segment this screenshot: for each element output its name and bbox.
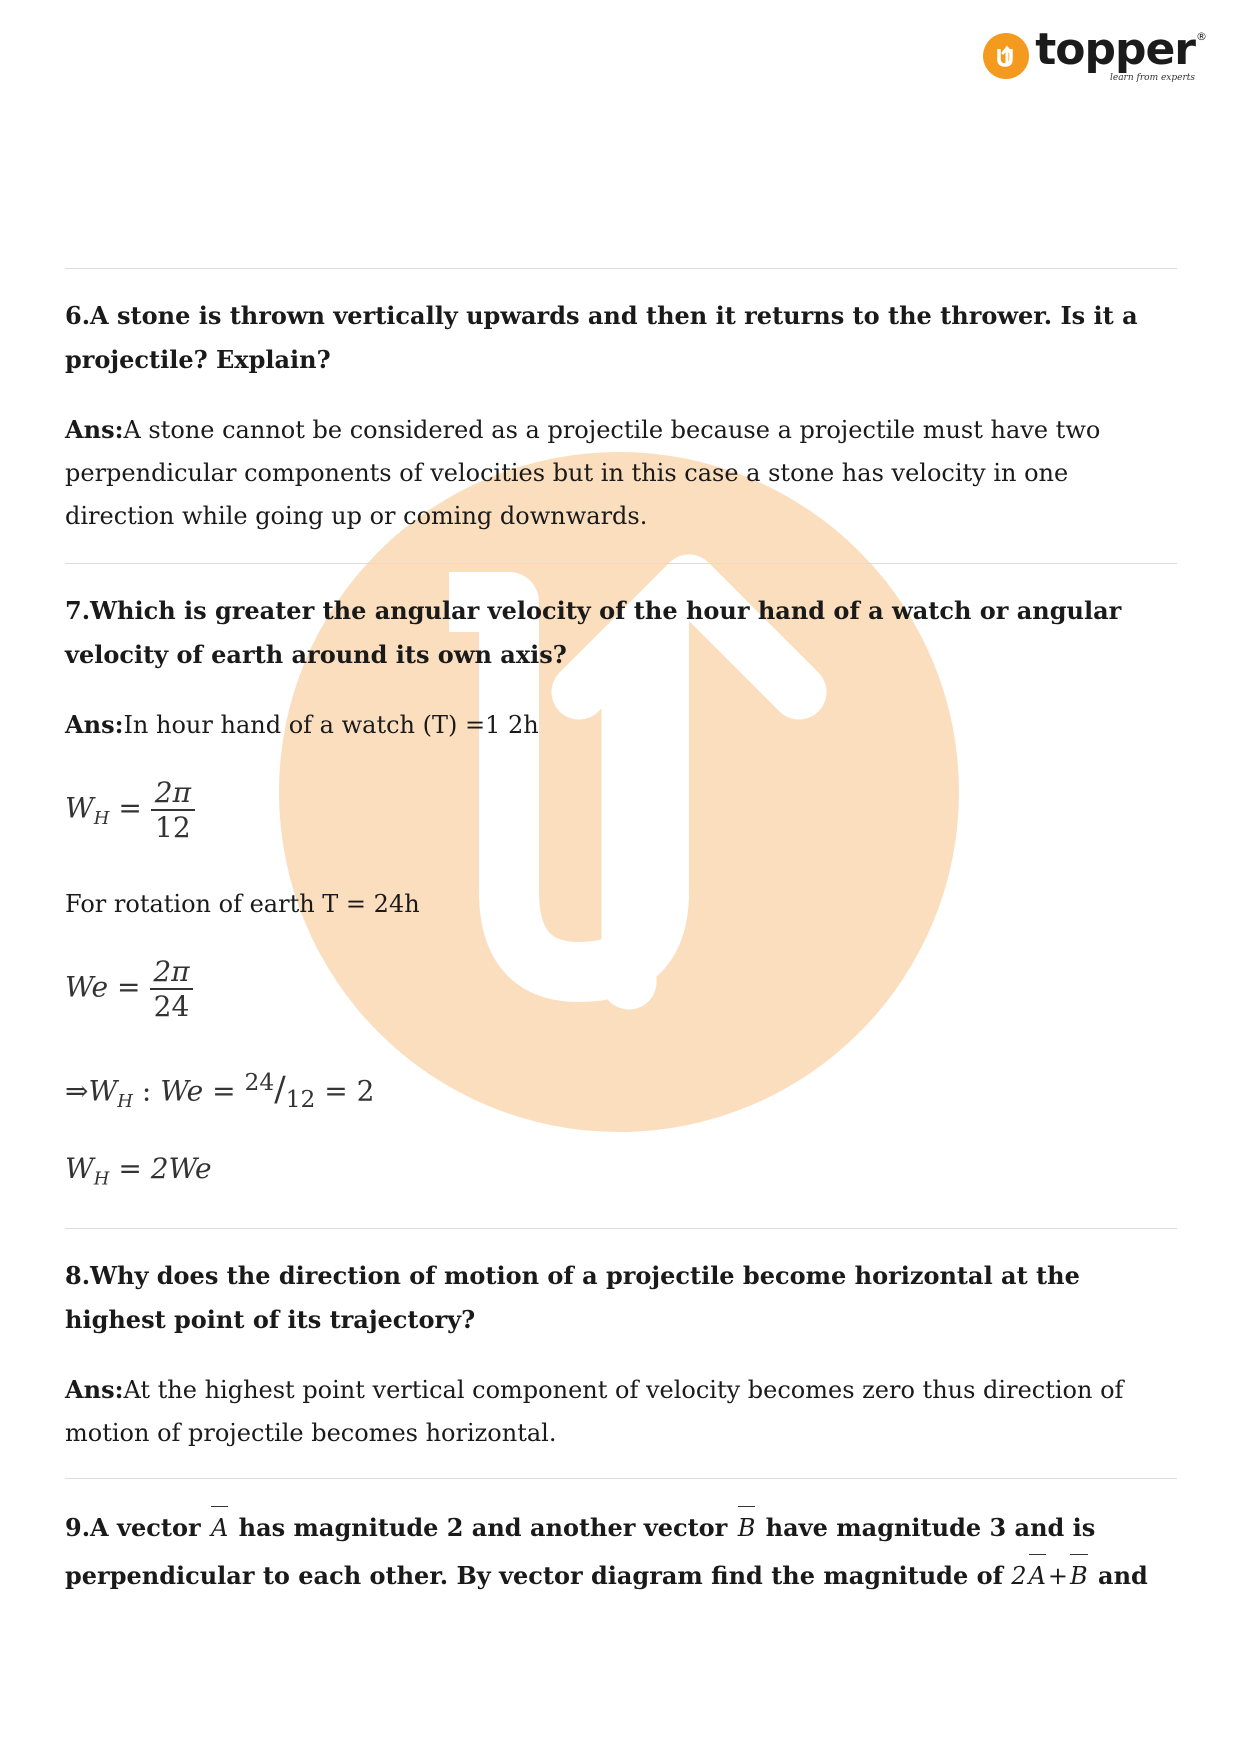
question-9: 9.A vector A has magnitude 2 and another vector B have magnitude 3 and is perpendicular to each other. By vector diagram find the magnitude of 2A+B and [65, 1504, 1177, 1600]
earth-rotation-text: For rotation of earth T = 24h [65, 890, 420, 918]
answer-8 [65, 1368, 1177, 1455]
question-7: 7.Which is greater the angular velocity of the hour hand of a watch or angular velocity of earth around its own axis? [65, 596, 1122, 669]
registered-mark: ® [1196, 30, 1207, 43]
question-8: 8.Why does the direction of motion of a projectile become horizontal at the highest point of its trajectory? [65, 1261, 1080, 1334]
divider [65, 1228, 1177, 1229]
divider [65, 563, 1177, 564]
logo-wordmark: topper [1035, 24, 1195, 75]
divider [65, 1478, 1177, 1479]
divider [65, 268, 1177, 269]
vector-b-expr: B [1068, 1552, 1090, 1600]
answer-prefix: Ans: [65, 415, 124, 444]
equation-wh: $W_H$ = $\frac{2\pi}{12}$ [65, 776, 195, 844]
logo-tagline: learn from experts [1109, 73, 1195, 83]
vector-a: A [209, 1504, 230, 1552]
question-6: 6.A stone is thrown vertically upwards and then it returns to the thrower. Is it a projectile? Explain? [65, 301, 1138, 374]
equation-final: $W_H = 2We$ [65, 1152, 212, 1190]
fraction: $\frac{2\pi}{24}$ [149, 955, 193, 1023]
answer-prefix: Ans: [65, 1375, 124, 1404]
topper-badge-icon [983, 33, 1029, 79]
answer-prefix: Ans: [65, 710, 124, 739]
vector-b: B [736, 1504, 758, 1552]
equation-ratio: $\Rightarrow W_H$ : $We = ^{24}/_{12} = 2$ [65, 1068, 375, 1113]
fraction: $\frac{2\pi}{12}$ [151, 776, 195, 844]
topper-logo[interactable] [983, 24, 1207, 83]
answer-text: A stone cannot be considered as a projectile because a projectile must have two perpendicular components of velocities but in this case a stone has velocity in one direction while going up or coming downwards. [65, 416, 1101, 530]
answer-6 [65, 408, 1177, 538]
answer-text: In hour hand of a watch (T) =1 2h [123, 711, 539, 739]
watermark-logo [279, 452, 959, 1132]
equation-we: We = $\frac{2\pi}{24}$ [65, 955, 194, 1023]
answer-text: At the highest point vertical component of velocity becomes zero thus direction of motion of projectile becomes horizontal. [65, 1376, 1124, 1447]
answer-7 [65, 703, 1177, 747]
vector-a-expr: A [1027, 1552, 1048, 1600]
